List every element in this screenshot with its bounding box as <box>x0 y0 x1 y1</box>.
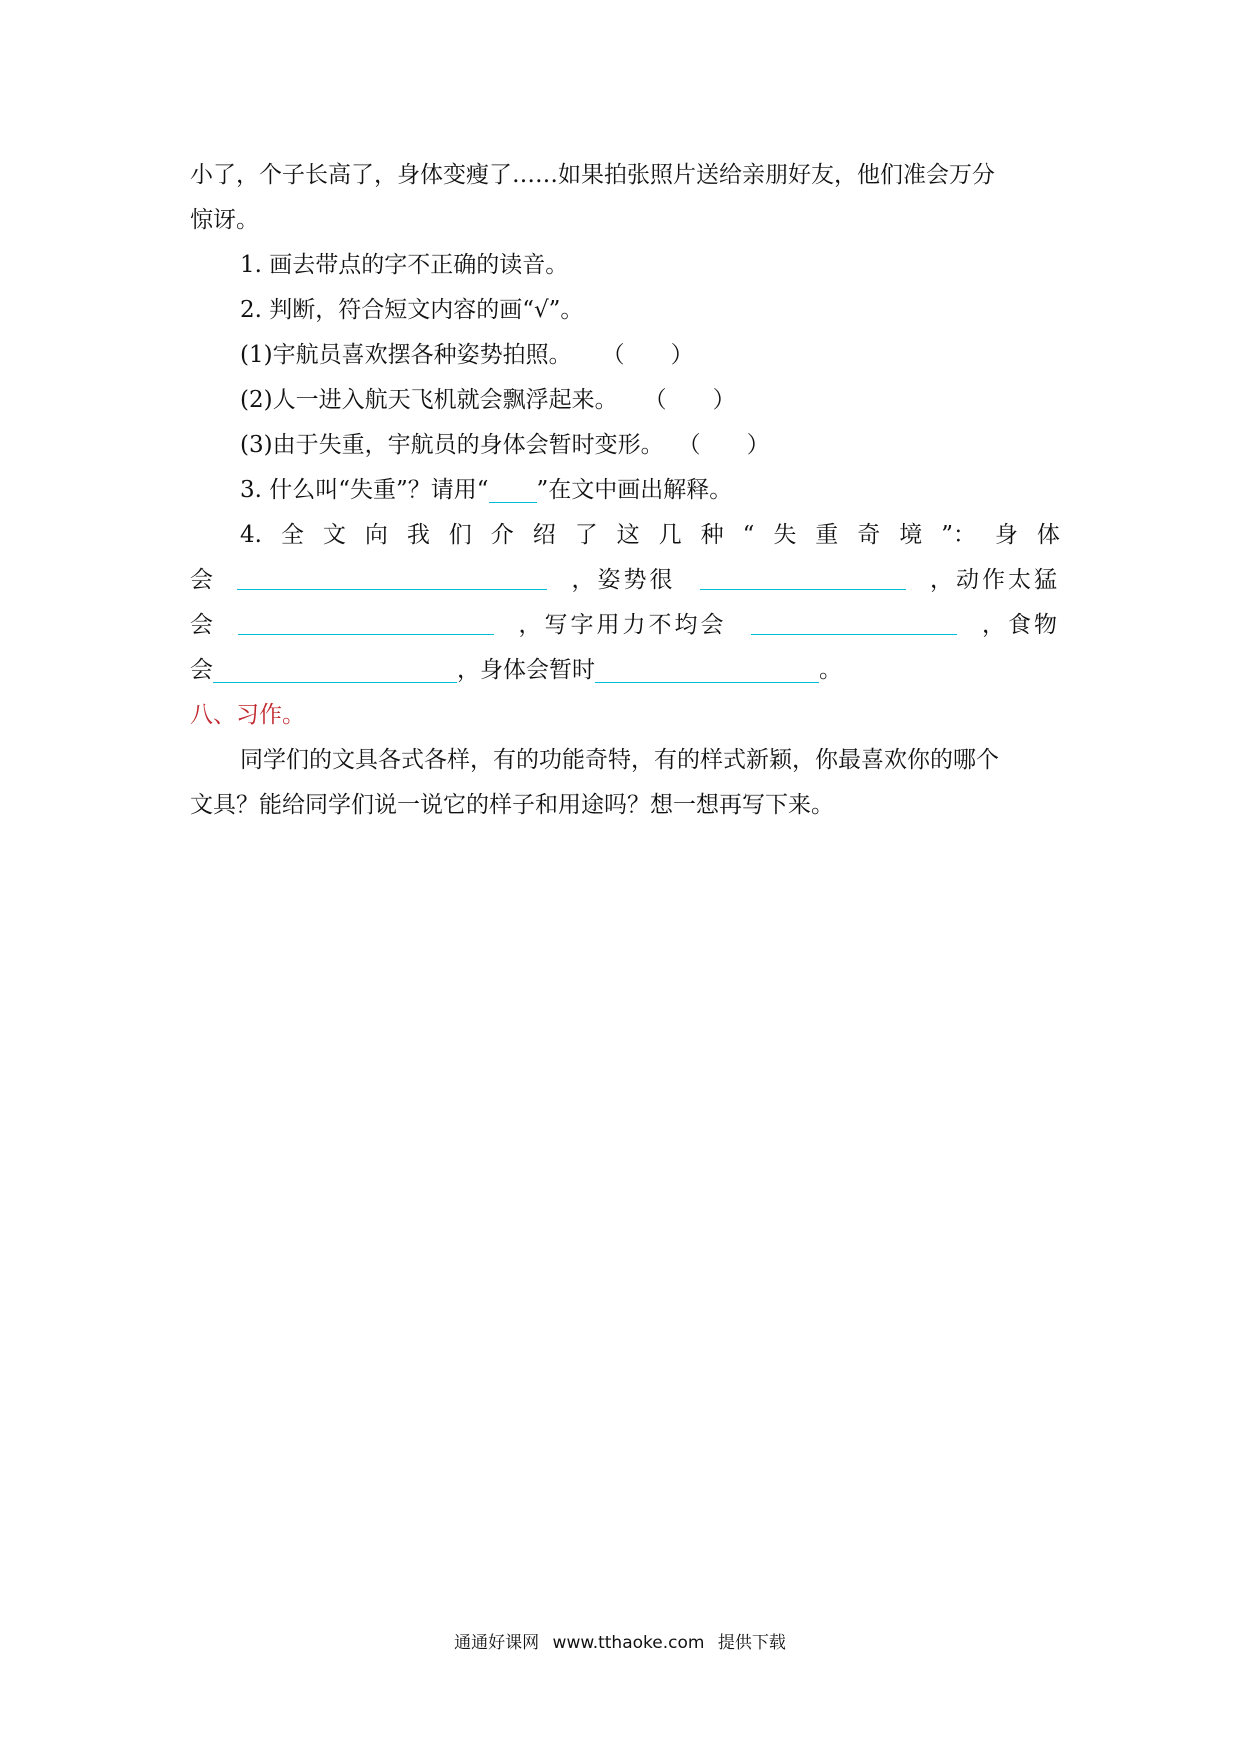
q4-char: 奇 <box>857 522 881 548</box>
q4-char: 重 <box>815 522 839 548</box>
footer-url[interactable]: www.tthaoke.com <box>552 1633 705 1653</box>
q4-char: 体 <box>1036 522 1060 548</box>
q4-char: 绍 <box>532 522 556 548</box>
q4-l3-c: ，食物 <box>982 612 1060 638</box>
q4-char: “ <box>742 522 755 548</box>
q4-char: 几 <box>658 522 682 548</box>
question-2-item-1 <box>240 340 694 370</box>
question-4-line-2 <box>190 565 1060 595</box>
q4-char: 向 <box>364 522 388 548</box>
q3-text-start: 3. 什么叫“失重”？请用“ <box>240 477 489 503</box>
section-8-prompt-line-1: 同学们的文具各式各样，有的功能奇特，有的样式新颖，你最喜欢你的哪个 <box>240 747 999 773</box>
q4-char: 全 <box>280 522 304 548</box>
q3-text-end: ”在文中画出解释。 <box>536 477 733 503</box>
q4-char: ”： <box>941 522 976 548</box>
answer-blank-1[interactable] <box>237 565 547 590</box>
item-text: (3)由于失重，宇航员的身体会暂时变形。 <box>240 432 664 458</box>
answer-blank-5[interactable] <box>213 658 457 683</box>
q4-l2-c: ，动作太猛 <box>930 567 1060 593</box>
item-text: (2)人一进入航天飞机就会飘浮起来。 <box>240 387 618 413</box>
answer-paren[interactable]: （ ） <box>601 342 694 368</box>
answer-paren[interactable]: （ ） <box>677 432 770 458</box>
section-8-prompt-line-2: 文具？能给同学们说一说它的样子和用途吗？想一想再写下来。 <box>190 792 834 818</box>
answer-blank-4[interactable] <box>751 610 957 635</box>
q4-char: 4. <box>240 522 262 548</box>
q4-char: 这 <box>616 522 640 548</box>
footer-site-name: 通通好课网 <box>454 1633 540 1653</box>
question-4-line-1 <box>240 520 1060 550</box>
q4-l4-a: 会 <box>190 657 213 683</box>
q4-char: 们 <box>448 522 472 548</box>
item-text: (1)宇航员喜欢摆各种姿势拍照。 <box>240 342 572 368</box>
q4-l4-b: ，身体会暂时 <box>457 657 595 683</box>
q4-char: 种 <box>700 522 724 548</box>
passage-line-2: 惊讶。 <box>190 207 259 233</box>
q4-char: 我 <box>406 522 430 548</box>
section-8-heading: 八、习作。 <box>190 702 305 728</box>
question-2-item-3 <box>240 430 770 460</box>
q4-char: 了 <box>574 522 598 548</box>
answer-blank-3[interactable] <box>238 610 494 635</box>
q4-char: 境 <box>899 522 923 548</box>
q4-l3-a: 会 <box>190 612 213 638</box>
q4-char: 介 <box>490 522 514 548</box>
question-2-item-2 <box>240 385 736 415</box>
answer-paren[interactable]: （ ） <box>643 387 736 413</box>
answer-blank-2[interactable] <box>700 565 906 590</box>
question-2: 2. 判断，符合短文内容的画“√”。 <box>240 297 584 323</box>
q4-char: 身 <box>994 522 1018 548</box>
question-3 <box>240 475 732 505</box>
underline-sample <box>489 478 537 503</box>
passage-line-1: 小了，个子长高了，身体变瘦了……如果拍张照片送给亲朋好友，他们准会万分 <box>190 162 995 188</box>
q4-l3-b: ，写字用力不均会 <box>518 612 727 638</box>
page-footer <box>0 1628 1240 1653</box>
answer-blank-6[interactable] <box>595 658 819 683</box>
question-1: 1. 画去带点的字不正确的读音。 <box>240 252 569 278</box>
question-4-line-4 <box>190 655 842 685</box>
q4-l2-b: ，姿势很 <box>571 567 676 593</box>
question-4-line-3 <box>190 610 1060 640</box>
q4-char: 文 <box>322 522 346 548</box>
footer-suffix: 提供下载 <box>717 1633 786 1653</box>
q4-char: 失 <box>773 522 797 548</box>
q4-l2-a: 会 <box>190 567 213 593</box>
q4-l4-c: 。 <box>819 657 842 683</box>
